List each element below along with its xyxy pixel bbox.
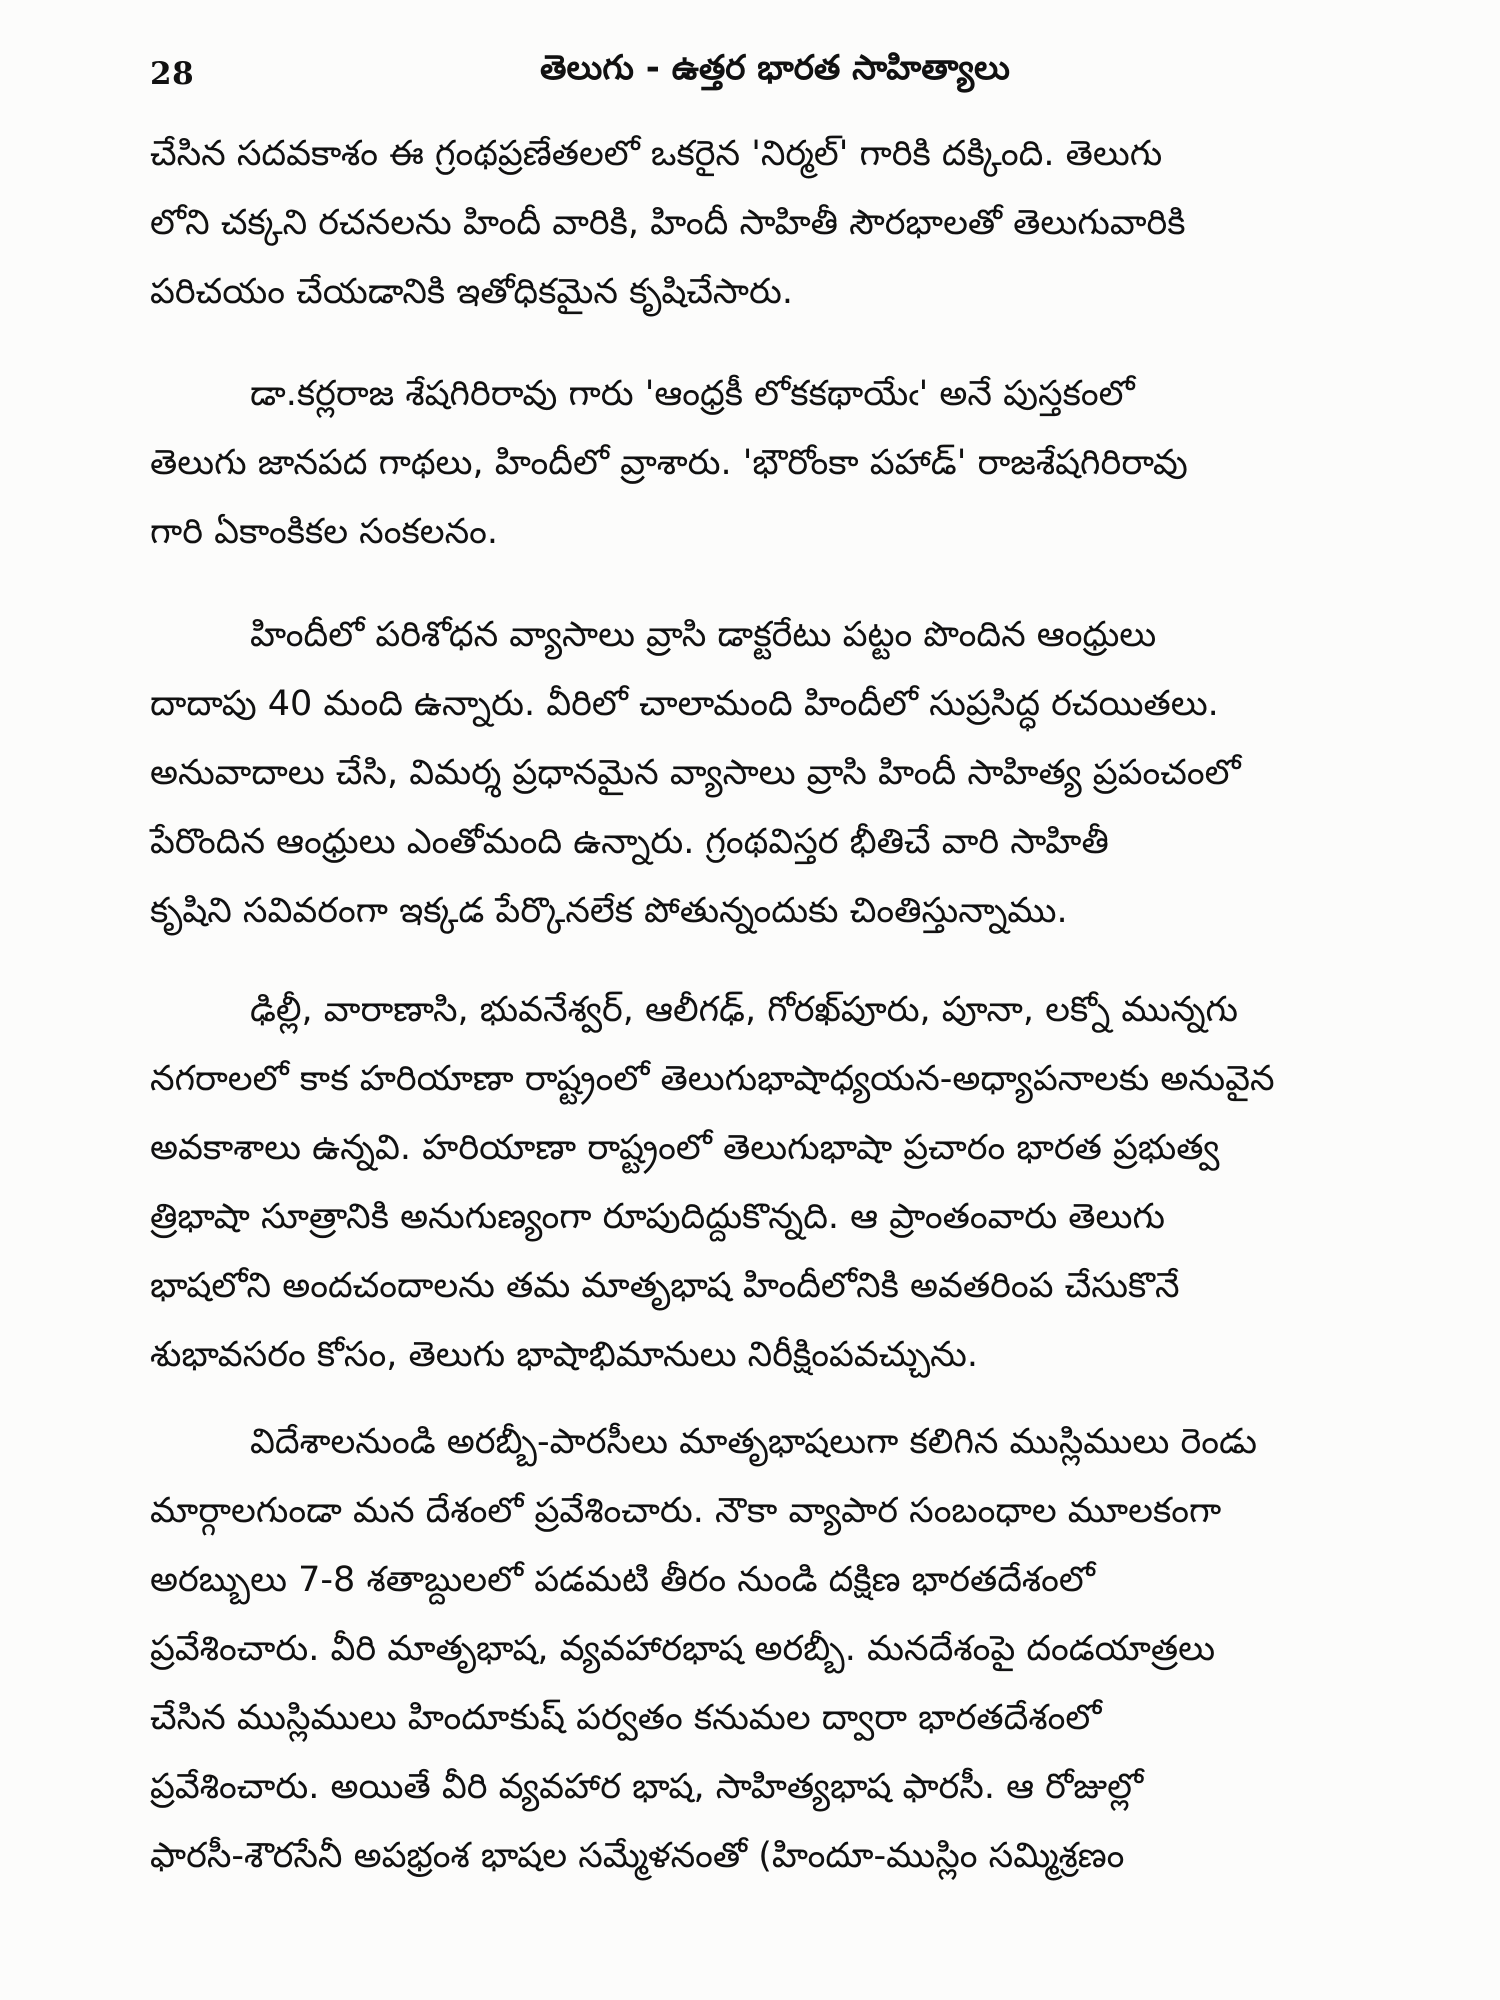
- paragraph-3: [150, 601, 1360, 946]
- text-line: త్రిభాషా సూత్రానికి అనుగుణ్యంగా రూపుదిద్దుకొన్నది. ఆ ప్రాంతంవారు తెలుగు: [150, 1197, 1165, 1237]
- text-line: నగరాలలో కాక హరియాణా రాష్ట్రంలో తెలుగుభాషాధ్యయన-అధ్యాపనాలకు అనువైన: [150, 1059, 1275, 1099]
- paragraph-1: [150, 120, 1360, 327]
- text-line: ప్రవేశించారు. అయితే వీరి వ్యవహార భాష, సాహిత్యభాష ఫారసీ. ఆ రోజుల్లో: [150, 1767, 1144, 1807]
- text-line: లోని చక్కని రచనలను హిందీ వారికి, హిందీ సాహితీ సౌరభాలతో తెలుగువారికి: [150, 203, 1186, 243]
- text-line: గారి ఏకాంకికల సంకలనం.: [150, 512, 499, 552]
- text-line: చేసిన ముస్లిములు హిందూకుష్ పర్వతం కనుమల ద్వారా భారతదేశంలో: [150, 1698, 1102, 1738]
- text-line: పేరొందిన ఆంధ్రులు ఎంతోమంది ఉన్నారు. గ్రంథవిస్తర భీతిచే వారి సాహితీ: [150, 822, 1109, 862]
- text-line: కృషిని సవివరంగా ఇక్కడ పేర్కొనలేక పోతున్నందుకు చింతిస్తున్నాము.: [150, 891, 1068, 931]
- text-line: ప్రవేశించారు. వీరి మాతృభాష, వ్యవహారభాష అరబ్బీ. మనదేశంపై దండయాత్రలు: [150, 1629, 1216, 1669]
- page-header: [150, 40, 1350, 110]
- paragraph-4: [150, 976, 1360, 1390]
- text-line: చేసిన సదవకాశం ఈ గ్రంథప్రణేతలలో ఒకరైన 'నిర్మల్' గారికి దక్కింది. తెలుగు: [150, 134, 1163, 174]
- text-line: అనువాదాలు చేసి, విమర్శ ప్రధానమైన వ్యాసాలు వ్రాసి హిందీ సాహిత్య ప్రపంచంలో: [150, 753, 1241, 793]
- page-number: 28: [150, 56, 195, 92]
- body-text: [150, 120, 1360, 1891]
- text-line: ఫారసీ-శౌరసేనీ అపభ్రంశ భాషల సమ్మేళనంతో (హిందూ-ముస్లిం సమ్మిశ్రణం: [150, 1836, 1125, 1876]
- text-line: మార్గాలగుండా మన దేశంలో ప్రవేశించారు. నౌకా వ్యాపార సంబంధాల మూలకంగా: [150, 1491, 1222, 1531]
- text-line: శుభావసరం కోసం, తెలుగు భాషాభిమానులు నిరీక్షింపవచ్చును.: [150, 1335, 978, 1375]
- text-line: ఢిల్లీ, వారాణాసి, భువనేశ్వర్, ఆలీగఢ్, గోరఖ్‌పూరు, పూనా, లక్నో మున్నగు: [250, 990, 1239, 1030]
- paragraph-2: [150, 360, 1360, 567]
- running-title: తెలుగు - ఉత్తర భారత సాహిత్యాలు: [540, 48, 1010, 88]
- text-line: దాదాపు 40 మంది ఉన్నారు. వీరిలో చాలామంది హిందీలో సుప్రసిద్ధ రచయితలు.: [150, 684, 1219, 724]
- paragraph-5: [150, 1408, 1360, 1891]
- text-line: హిందీలో పరిశోధన వ్యాసాలు వ్రాసి డాక్టరేటు పట్టం పొందిన ఆంధ్రులు: [250, 615, 1157, 655]
- text-line: డా.కర్లరాజ శేషగిరిరావు గారు 'ఆంధ్రకీ లోకకథాయేఁ' అనే పుస్తకంలో: [250, 374, 1135, 414]
- text-line: భాషలోని అందచందాలను తమ మాతృభాష హిందీలోనికి అవతరింప చేసుకొనే: [150, 1266, 1180, 1306]
- text-line: తెలుగు జానపద గాథలు, హిందీలో వ్రాశారు. 'భౌరోంకా పహాడ్' రాజశేషగిరిరావు: [150, 443, 1188, 483]
- text-line: విదేశాలనుండి అరబ్బీ-పారసీలు మాతృభాషలుగా కలిగిన ముస్లిములు రెండు: [250, 1422, 1257, 1462]
- text-line: పరిచయం చేయడానికి ఇతోధికమైన కృషిచేసారు.: [150, 272, 794, 312]
- text-line: అరబ్బులు 7-8 శతాబ్దులలో పడమటి తీరం నుండి దక్షిణ భారతదేశంలో: [150, 1560, 1095, 1600]
- text-line: అవకాశాలు ఉన్నవి. హరియాణా రాష్ట్రంలో తెలుగుభాషా ప్రచారం భారత ప్రభుత్వ: [150, 1128, 1220, 1168]
